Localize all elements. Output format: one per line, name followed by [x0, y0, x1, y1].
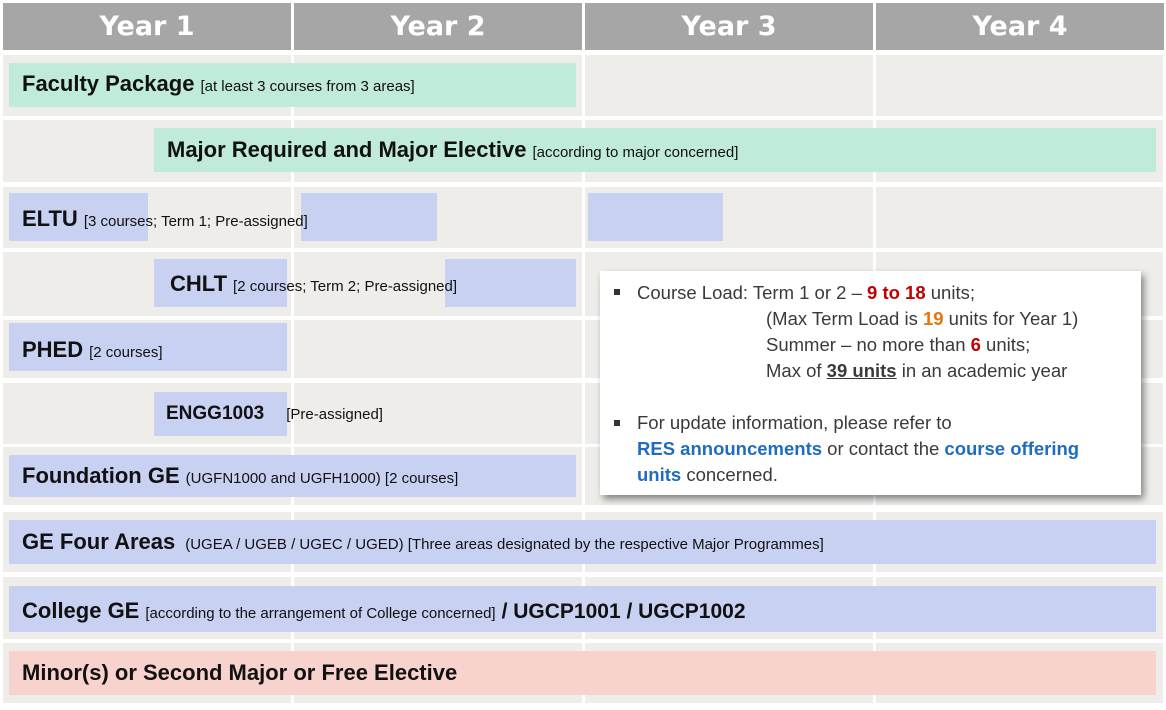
max-term-load-value: 19 — [922, 308, 944, 329]
college-ge-title: College GE — [22, 598, 140, 623]
note-line-5: For update information, please refer to — [637, 412, 952, 433]
eltu-note: [3 courses; Term 1; Pre-assigned] — [83, 213, 308, 230]
major-note: [according to major concerned] — [532, 144, 739, 161]
engg-title: ENGG1003 — [166, 403, 265, 424]
major-label — [167, 137, 738, 163]
chlt-title: CHLT — [170, 271, 228, 296]
note-line-6-text: or contact the — [822, 438, 945, 459]
major-title: Major Required and Major Elective — [167, 137, 527, 162]
course-load-note-box — [600, 271, 1141, 495]
foundation-ge-label — [22, 463, 458, 489]
foundation-ge-note: (UGFN1000 and UGFH1000) [2 courses] — [185, 470, 459, 487]
grid-cell — [294, 320, 582, 378]
summer-units-value: 6 — [970, 334, 981, 355]
bullet-icon — [614, 289, 620, 295]
note-line-4 — [766, 358, 1067, 384]
note-line-2 — [766, 306, 1078, 332]
res-announcements-link[interactable]: RES announcements — [637, 438, 823, 459]
note-line-3-unit: units; — [980, 334, 1031, 355]
note-line-7-text: concerned. — [681, 464, 778, 485]
minor-title: Minor(s) or Second Major or Free Elective — [22, 660, 458, 685]
ge-four-areas-label — [22, 529, 824, 555]
phed-title: PHED — [22, 337, 84, 362]
eltu-title: ELTU — [22, 206, 78, 231]
note-line-1-unit: units; — [925, 282, 975, 303]
faculty-package-label — [22, 71, 415, 97]
annual-units-value: 39 units — [826, 360, 897, 381]
faculty-package-title: Faculty Package — [22, 71, 195, 96]
chlt-label — [170, 271, 457, 297]
college-ge-note: [according to the arrangement of College concerned] — [145, 605, 496, 622]
note-line-3-text: Summer – no more than — [766, 334, 971, 355]
faculty-package-note: [at least 3 courses from 3 areas] — [200, 78, 415, 95]
bullet-icon — [614, 420, 620, 426]
grid-cell — [585, 55, 873, 116]
eltu-label — [22, 206, 308, 232]
note-line-1 — [637, 280, 975, 306]
chlt-note: [2 courses; Term 2; Pre-assigned] — [233, 278, 458, 295]
note-line-7 — [637, 462, 778, 488]
header-year-4: Year 4 — [876, 3, 1164, 50]
college-ge-label — [22, 598, 746, 624]
college-ge-suffix: / UGCP1001 / UGCP1002 — [501, 600, 746, 623]
header-year-2: Year 2 — [294, 3, 582, 50]
header-year-1: Year 1 — [3, 3, 291, 50]
note-line-6 — [637, 436, 1079, 462]
note-line-2-unit: units for Year 1) — [943, 308, 1079, 329]
minor-label — [22, 660, 457, 686]
foundation-ge-title: Foundation GE — [22, 463, 180, 488]
grid-cell — [876, 187, 1163, 248]
note-line-2-text: (Max Term Load is — [766, 308, 923, 329]
term-units-value: 9 to 18 — [867, 282, 926, 303]
phed-label — [22, 337, 163, 363]
note-line-1-text: Course Load: Term 1 or 2 – — [637, 282, 868, 303]
ge-four-areas-title: GE Four Areas — [22, 529, 176, 554]
chlt-bar-year2 — [445, 259, 576, 307]
header-year-3: Year 3 — [585, 3, 873, 50]
engg-label — [166, 403, 383, 425]
eltu-bar-year2 — [301, 193, 437, 241]
ge-four-areas-note: (UGEA / UGEB / UGEC / UGED) [Three areas designated by the respective Major Programmes] — [185, 536, 824, 553]
grid-cell — [876, 55, 1163, 116]
phed-note: [2 courses] — [89, 344, 163, 361]
course-offering-units-link[interactable]: course offering — [944, 438, 1080, 459]
eltu-bar-year3 — [588, 193, 723, 241]
note-line-4-text: Max of — [766, 360, 827, 381]
note-line-4-unit: in an academic year — [896, 360, 1068, 381]
note-line-3 — [766, 332, 1030, 358]
course-offering-units-link-cont[interactable]: units — [637, 464, 682, 485]
engg-note: [Pre-assigned] — [286, 406, 383, 423]
